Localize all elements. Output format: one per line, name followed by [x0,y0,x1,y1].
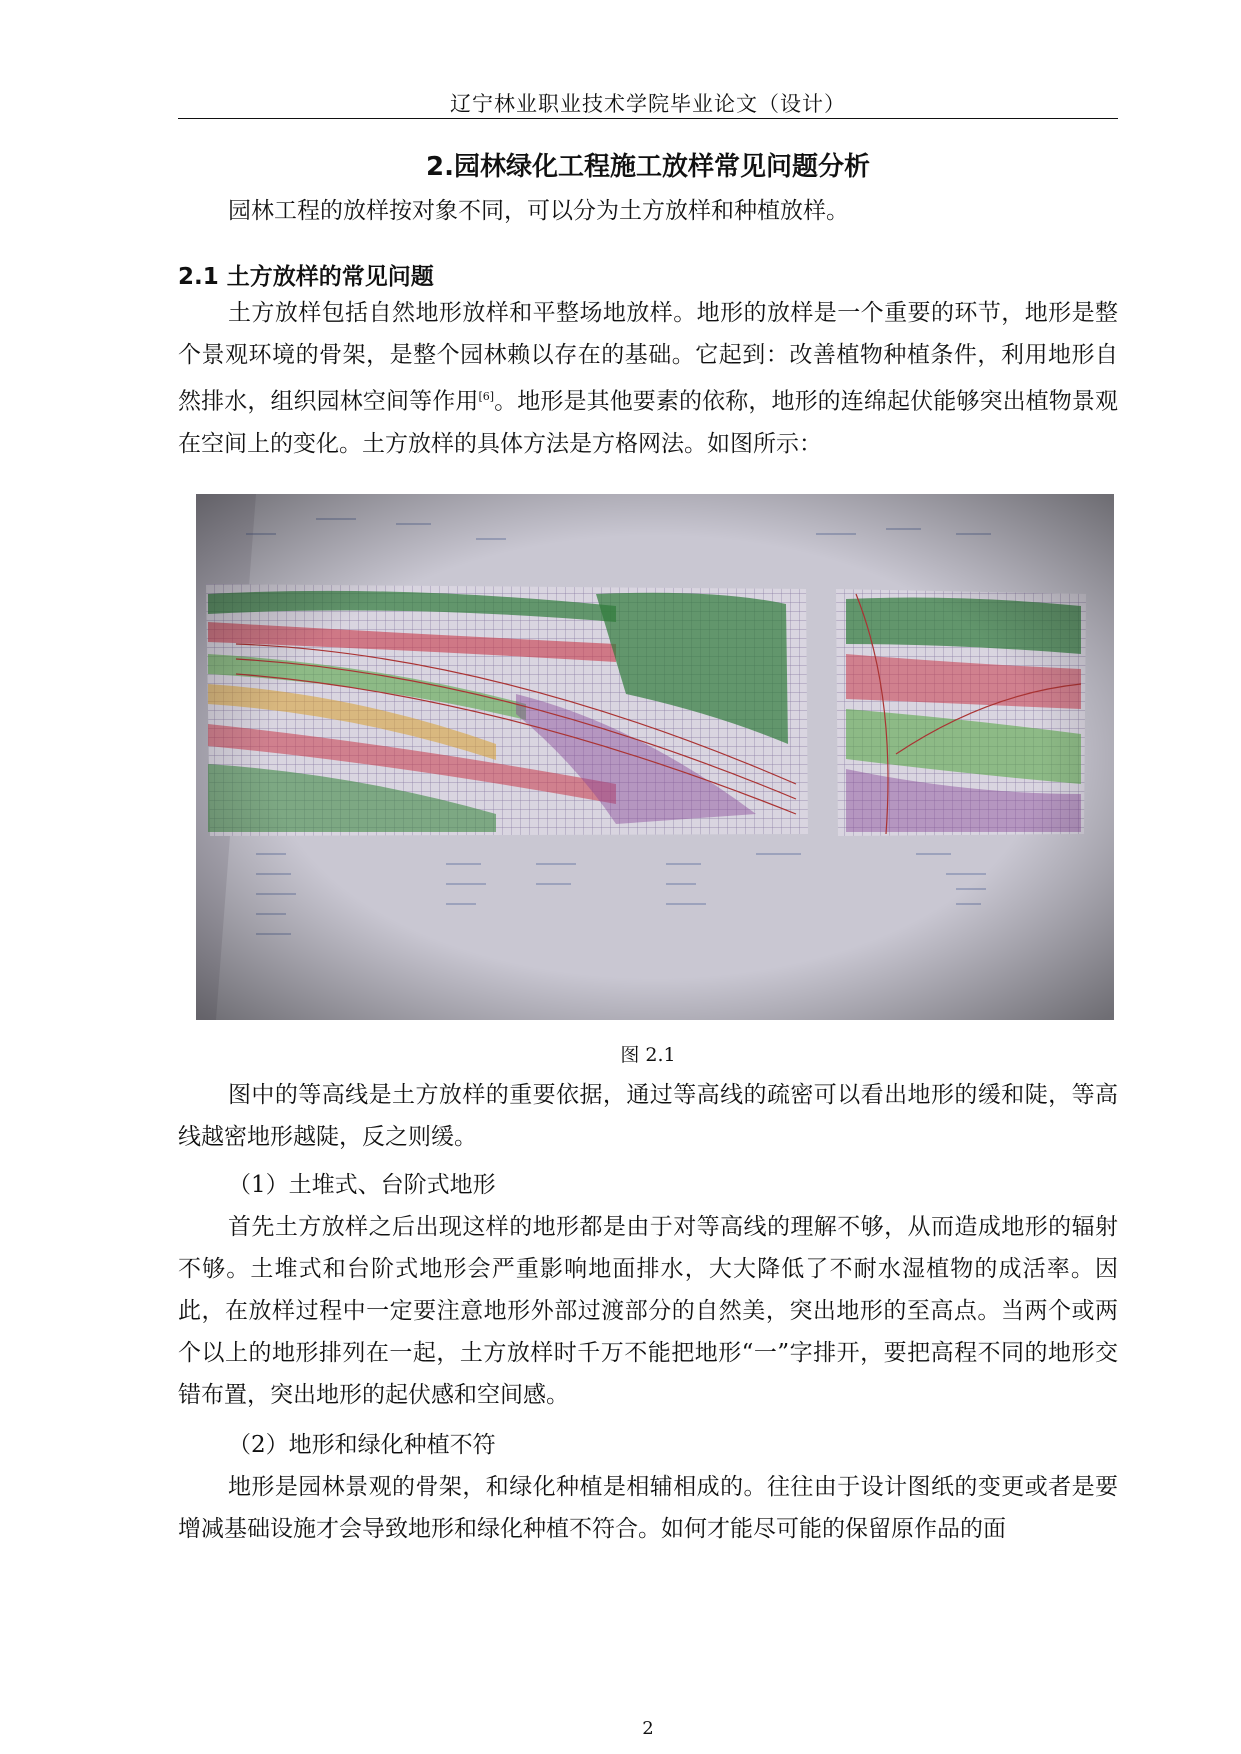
paragraph-contours: 图中的等高线是土方放样的重要依据，通过等高线的疏密可以看出地形的缓和陡，等高线越密地形越陡，反之则缓。 [178,1082,1118,1150]
intro-paragraph: 园林工程的放样按对象不同，可以分为土方放样和种植放样。 [228,198,849,224]
header-rule [178,118,1118,119]
paragraph-text-a: 土方放样包括自然地形放样和平整场地放样。地形的放样是一个重要的环节，地形是整个景观环境的骨架，是整个园林赖以存在的基础。它起到：改善植物种植条件，利用地形自然排水，组织园林空间等作用 [178,300,1118,415]
paragraph-text-b: 。地形是其他要素的依称，地形的连绵起伏能够突出植物景观在空间上的变化。土方放样的具体方法是方格网法。如图所示： [178,388,1119,457]
citation-ref: [6] [478,390,495,403]
paragraph-earthwork [178,292,1118,465]
item-1-title: （1）土堆式、台阶式地形 [228,1172,496,1198]
item-1-paragraph: 首先土方放样之后出现这样的地形都是由于对等高线的理解不够，从而造成地形的辐射不够。土堆式和台阶式地形会严重影响地面排水，大大降低了不耐水湿植物的成活率。因此，在放样过程中一定要注意地形外部过渡部分的自然美，突出地形的至高点。当两个或两个以上的地形排列在一起，土方放样时千万不能把地形“一”字排开，要把高程不同的地形交错布置，突出地形的起伏感和空间感。 [178,1214,1118,1408]
item-2-title: （2）地形和绿化种植不符 [228,1432,496,1458]
page-number: 2 [642,1718,654,1739]
section-heading: 2.1 土方放样的常见问题 [178,264,434,290]
item-2-paragraph: 地形是园林景观的骨架，和绿化种植是相辅相成的。往往由于设计图纸的变更或者是要增减基础设施才会导致地形和绿化种植不符合。如何才能尽可能的保留原作品的面 [178,1474,1118,1542]
figure-caption: 图 2.1 [620,1044,676,1066]
planting-plan-photo [196,494,1114,1020]
chapter-title: 2.园林绿化工程施工放样常见问题分析 [426,152,870,182]
running-header: 辽宁林业职业技术学院毕业论文（设计） [450,92,846,116]
